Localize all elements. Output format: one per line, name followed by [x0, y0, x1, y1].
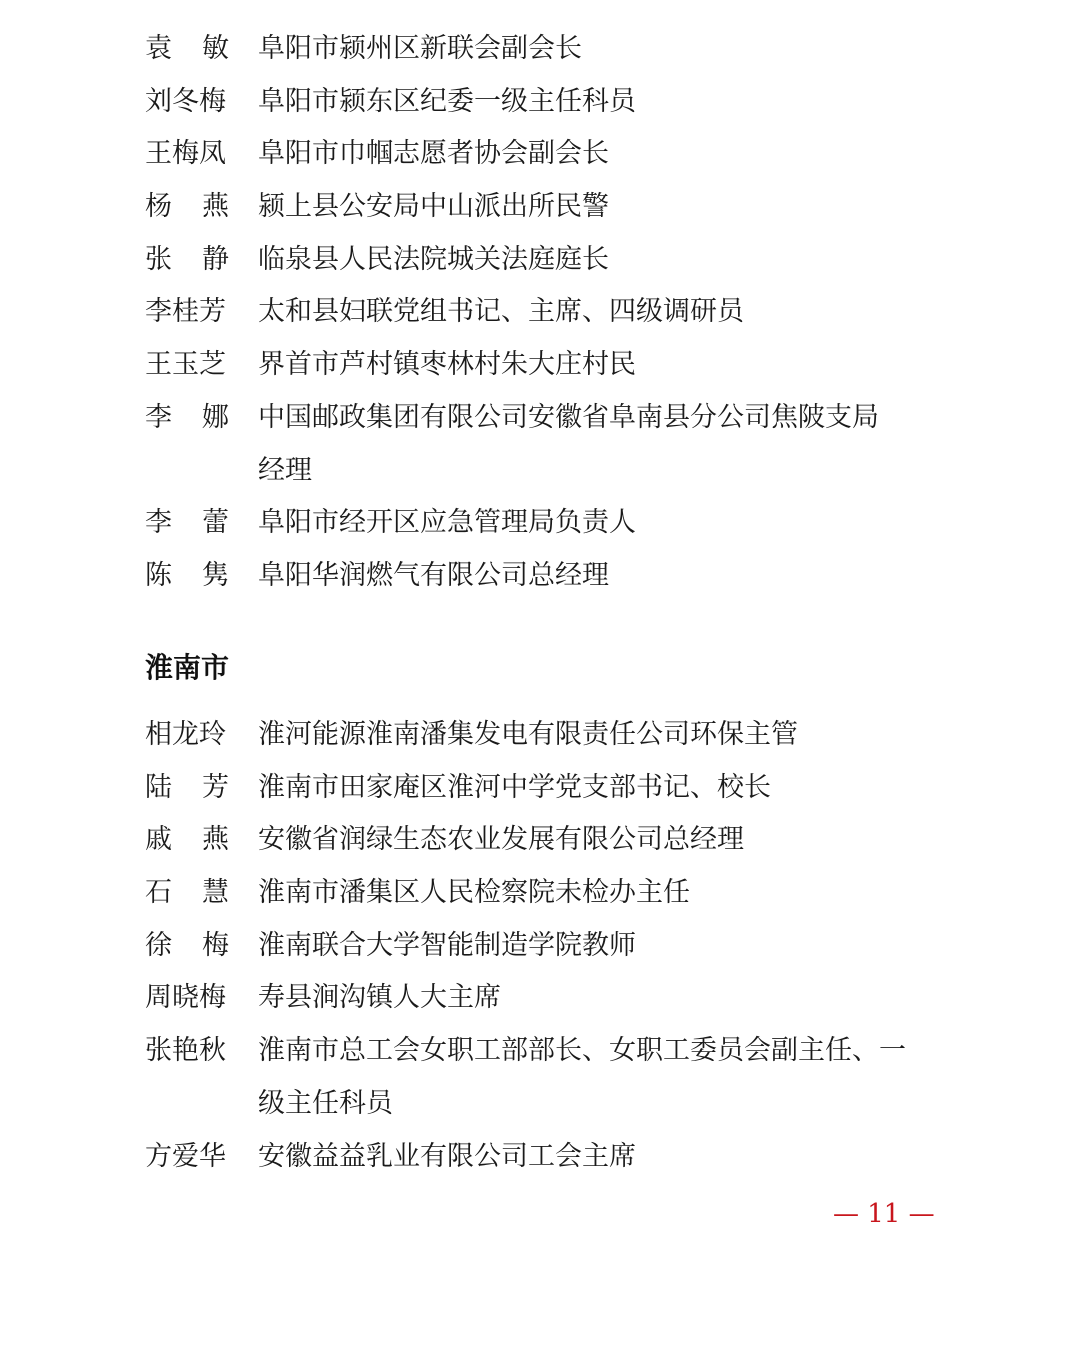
person-name: 陈 隽 — [145, 560, 229, 591]
person-role: 阜阳市颍东区纪委一级主任科员 — [258, 86, 636, 117]
person-role: 太和县妇联党组书记、主席、四级调研员 — [258, 296, 744, 327]
person-name: 王玉芝 — [145, 349, 226, 380]
person-role: 寿县涧沟镇人大主席 — [258, 982, 501, 1013]
person-role: 淮河能源淮南潘集发电有限责任公司环保主管 — [258, 719, 798, 750]
person-role: 颍上县公安局中山派出所民警 — [258, 191, 609, 222]
person-name: 石 慧 — [145, 877, 229, 908]
person-name: 徐 梅 — [145, 930, 229, 961]
person-role: 淮南市总工会女职工部部长、女职工委员会副主任、一 级主任科员 — [258, 1035, 906, 1119]
person-name: 李 娜 — [145, 402, 229, 433]
person-name: 戚 燕 — [145, 824, 229, 855]
person-name: 袁 敏 — [145, 33, 229, 64]
person-name: 张 静 — [145, 244, 229, 275]
person-role: 阜阳市巾帼志愿者协会副会长 — [258, 138, 609, 169]
person-name: 李桂芳 — [145, 296, 226, 327]
person-role: 安徽益益乳业有限公司工会主席 — [258, 1141, 636, 1172]
person-name: 刘冬梅 — [145, 86, 226, 117]
person-role: 阜阳市颍州区新联会副会长 — [258, 33, 582, 64]
person-name: 王梅凤 — [145, 138, 226, 169]
person-name: 陆 芳 — [145, 772, 229, 803]
person-role: 阜阳市经开区应急管理局负责人 — [258, 507, 636, 538]
person-name: 杨 燕 — [145, 191, 229, 222]
person-role: 阜阳华润燃气有限公司总经理 — [258, 560, 609, 591]
section-title: 淮南市 — [145, 651, 230, 684]
person-role: 中国邮政集团有限公司安徽省阜南县分公司焦陂支局 经理 — [258, 402, 879, 486]
person-name: 周晓梅 — [145, 982, 226, 1013]
person-role: 淮南联合大学智能制造学院教师 — [258, 930, 636, 961]
person-role: 界首市芦村镇枣林村朱大庄村民 — [258, 349, 636, 380]
person-role: 淮南市田家庵区淮河中学党支部书记、校长 — [258, 772, 771, 803]
person-role: 临泉县人民法院城关法庭庭长 — [258, 244, 609, 275]
person-name: 张艳秋 — [145, 1035, 226, 1066]
page-number: — 11 — — [833, 1199, 935, 1229]
person-name: 相龙玲 — [145, 719, 226, 750]
person-role: 淮南市潘集区人民检察院未检办主任 — [258, 877, 690, 908]
person-role: 安徽省润绿生态农业发展有限公司总经理 — [258, 824, 744, 855]
person-name: 方爱华 — [145, 1141, 226, 1172]
person-name: 李 蕾 — [145, 507, 229, 538]
